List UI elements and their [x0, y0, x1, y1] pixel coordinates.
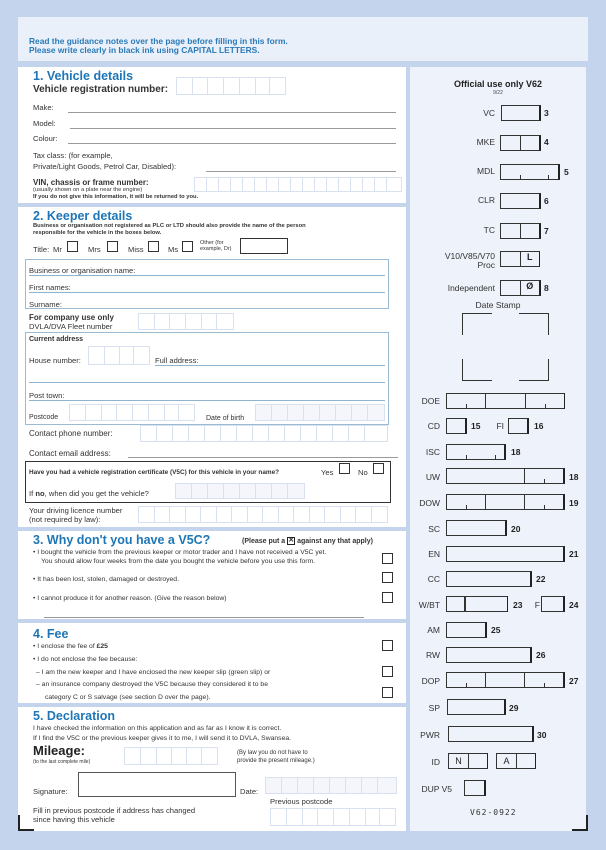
- mrs-label: Mrs: [88, 245, 101, 254]
- date-label: Date:: [240, 787, 259, 796]
- fee-enclosed-checkbox[interactable]: [382, 640, 393, 651]
- v5c-yes-checkbox[interactable]: [339, 463, 350, 474]
- dop-number: 27: [569, 676, 579, 686]
- guidance-line-2: Please write clearly in black ink using CAPITAL LETTERS.: [29, 45, 260, 55]
- date-stamp-label: Date Stamp: [475, 300, 521, 310]
- business-name-input[interactable]: [29, 275, 385, 276]
- fi-label: FI: [496, 421, 504, 431]
- date-stamp-area[interactable]: [462, 313, 549, 381]
- cd-number: 15: [471, 421, 481, 431]
- guidance-line-1: Read the guidance notes over the page before filling in this form.: [29, 36, 288, 46]
- pwr-label: PWR: [420, 730, 440, 740]
- mdl-field[interactable]: [500, 164, 560, 180]
- first-names-label: First names:: [29, 283, 71, 292]
- form-code: V62-0922: [470, 808, 517, 817]
- dup-v5-field[interactable]: [464, 780, 486, 796]
- date-of-birth-input[interactable]: [255, 404, 385, 421]
- previous-postcode-note: Fill in previous postcode if address has changed: [33, 806, 196, 815]
- uw-number: 18: [569, 472, 579, 482]
- colour-input[interactable]: [68, 143, 396, 144]
- miss-label: Miss: [128, 245, 144, 254]
- vin-note: (usually shown on a plate near the engine): [33, 187, 143, 193]
- dop-field[interactable]: [446, 672, 565, 688]
- business-label: Business or organisation name:: [29, 266, 136, 275]
- surname-label: Surname:: [29, 300, 62, 309]
- f-label: F: [534, 600, 540, 610]
- tc-number: 7: [544, 226, 549, 236]
- title-label: Title:: [33, 245, 50, 254]
- en-field[interactable]: [446, 546, 565, 562]
- en-number: 21: [569, 549, 579, 559]
- id-n-field[interactable]: N: [448, 753, 488, 769]
- vin-label: VIN, chassis or frame number:: [33, 178, 149, 187]
- independent-number: 8: [544, 283, 549, 293]
- vehicle-acquired-date-input[interactable]: [175, 483, 305, 499]
- insurance-salvage-checkbox[interactable]: [382, 687, 393, 698]
- contact-email-input[interactable]: [128, 457, 398, 458]
- section-title: 2. Keeper details: [33, 209, 133, 223]
- isc-label: ISC: [425, 447, 440, 457]
- section-title: 5. Declaration: [33, 709, 115, 723]
- keeper-note-2: responsible for the vehicle in the boxes below.: [33, 230, 162, 236]
- when-got-vehicle-label: If no, when did you get the vehicle?: [29, 489, 149, 498]
- clr-field[interactable]: [500, 193, 541, 209]
- official-use-title: Official use only V62: [453, 79, 543, 89]
- mr-label: Mr: [53, 245, 62, 254]
- fi-number: 16: [534, 421, 544, 431]
- doe-field[interactable]: [446, 393, 565, 409]
- mileage-input[interactable]: [124, 747, 218, 765]
- signature-label: Signature:: [33, 787, 68, 796]
- sc-number: 20: [511, 524, 521, 534]
- title-ms-checkbox[interactable]: [182, 241, 193, 252]
- fee-reason-2-note: category C or S salvage (see section D over the page).: [45, 694, 211, 701]
- ms-label: Ms: [168, 245, 179, 254]
- tax-class-input[interactable]: [206, 171, 396, 172]
- title-miss-checkbox[interactable]: [148, 241, 159, 252]
- sp-field[interactable]: [447, 699, 506, 715]
- full-address-label: Full address:: [155, 356, 199, 365]
- title-mr-checkbox[interactable]: [67, 241, 78, 252]
- proc-field[interactable]: L: [500, 251, 540, 267]
- sc-field[interactable]: [446, 520, 507, 536]
- section-keeper-details: [18, 207, 406, 527]
- tax-class-label: Tax class: (for example,: [33, 151, 113, 160]
- isc-field[interactable]: [446, 444, 506, 460]
- vc-number: 3: [544, 108, 549, 118]
- date-of-birth-label: Date of birth: [206, 415, 245, 422]
- house-number-input[interactable]: [88, 346, 150, 365]
- other-label-2: example, Dr): [200, 246, 232, 252]
- proc-label: V10/V85/V70: [444, 251, 495, 261]
- doe-label: DOE: [421, 396, 440, 406]
- wbt-label: W/BT: [418, 600, 440, 610]
- uw-label: UW: [425, 472, 440, 482]
- f-field[interactable]: [541, 596, 565, 612]
- vin-input[interactable]: [194, 177, 402, 192]
- post-town-label: Post town:: [29, 391, 65, 400]
- dup-v5-label: DUP V5: [421, 784, 452, 794]
- post-town-input[interactable]: [29, 400, 385, 401]
- title-mrs-checkbox[interactable]: [107, 241, 118, 252]
- no-label: No: [358, 468, 368, 477]
- reason-lost-checkbox[interactable]: [382, 572, 393, 583]
- cc-field[interactable]: [446, 571, 532, 587]
- fleet-number-label: DVLA/DVA Fleet number: [29, 322, 113, 331]
- crop-mark: [18, 815, 34, 831]
- previous-postcode-input[interactable]: [270, 808, 396, 826]
- section-title: 4. Fee: [33, 627, 69, 641]
- v5c-question: Have you had a vehicle registration certificate (V5C) for this vehicle in your name?: [29, 469, 280, 476]
- rw-label: RW: [425, 650, 440, 660]
- mke-number: 4: [544, 137, 549, 147]
- cross-icon: ✕: [288, 537, 295, 544]
- driving-licence-note: (not required by law):: [29, 515, 101, 524]
- contact-email-label: Contact email address:: [29, 449, 111, 458]
- full-address-input[interactable]: [155, 365, 385, 366]
- wbt-field[interactable]: [446, 596, 508, 612]
- form-version: 9/22: [493, 90, 503, 96]
- fleet-number-input[interactable]: [138, 313, 234, 330]
- green-slip-checkbox[interactable]: [382, 666, 393, 677]
- mke-label: MKE: [476, 137, 495, 147]
- vin-warning: If you do not give this information, it will be returned to you.: [33, 194, 199, 200]
- tc-label: TC: [483, 225, 495, 235]
- postcode-input[interactable]: [69, 404, 195, 421]
- cc-number: 22: [536, 574, 546, 584]
- declaration-date-input[interactable]: [265, 777, 397, 794]
- pwr-number: 30: [537, 730, 547, 740]
- driving-licence-input[interactable]: [138, 506, 388, 523]
- independent-field[interactable]: Ø: [500, 280, 541, 296]
- driving-licence-label: Your driving licence number: [29, 506, 123, 515]
- fi-field[interactable]: [508, 418, 529, 434]
- pwr-field[interactable]: [448, 726, 534, 742]
- cd-label: CD: [427, 421, 440, 431]
- keeper-note: Business or organisation not registered as PLC or LTD should also provide the name of the person: [33, 223, 306, 229]
- contact-phone-label: Contact phone number:: [29, 429, 113, 438]
- section-why-no-v5c: [18, 531, 406, 619]
- sp-number: 29: [509, 703, 519, 713]
- vc-label: VC: [483, 108, 495, 118]
- vc-field[interactable]: [501, 105, 541, 121]
- en-label: EN: [428, 549, 440, 559]
- dow-label: DOW: [419, 498, 440, 508]
- clr-label: CLR: [477, 195, 495, 205]
- contact-phone-input[interactable]: [140, 425, 388, 442]
- signature-input[interactable]: [78, 772, 236, 797]
- tc-field[interactable]: [500, 223, 541, 239]
- reg-label: Vehicle registration number:: [33, 84, 169, 95]
- model-label: Model:: [33, 119, 56, 128]
- yes-label: Yes: [321, 468, 334, 477]
- reason-bought-checkbox[interactable]: [382, 553, 393, 564]
- proc-label-2: Proc: [477, 260, 495, 270]
- official-use-panel: [410, 67, 586, 831]
- rw-number: 26: [536, 650, 546, 660]
- previous-postcode-label: Previous postcode: [270, 797, 333, 806]
- reason-1: • I bought the vehicle from the previous keeper or motor trader and I have not received a V5C yet.: [33, 549, 327, 556]
- reason-other-checkbox[interactable]: [382, 592, 393, 603]
- guidance-header: [18, 17, 588, 61]
- am-field[interactable]: [446, 622, 487, 638]
- v5c-no-checkbox[interactable]: [373, 463, 384, 474]
- mileage-note: (to the last complete mile): [33, 759, 91, 765]
- fee-not-enclosed: • I do not enclose the fee because:: [33, 656, 138, 663]
- dow-field[interactable]: [446, 494, 565, 510]
- id-label: ID: [431, 757, 440, 767]
- section-declaration: [18, 707, 406, 831]
- mdl-label: MDL: [477, 166, 495, 176]
- first-names-input[interactable]: [29, 292, 385, 293]
- isc-number: 18: [511, 447, 521, 457]
- company-use-label: For company use only: [29, 313, 114, 322]
- section-fee: [18, 623, 406, 703]
- reason-1-note: You should allow four weeks from the date you bought the vehicle before you use this form.: [41, 558, 316, 565]
- id-a-field[interactable]: A: [496, 753, 536, 769]
- mileage-label: Mileage:: [33, 743, 86, 758]
- make-label: Make:: [33, 103, 54, 112]
- wbt-number: 23: [513, 600, 523, 610]
- mke-field[interactable]: [500, 135, 541, 151]
- f-number: 24: [569, 600, 579, 610]
- dow-number: 19: [569, 498, 579, 508]
- make-input[interactable]: [68, 112, 396, 113]
- crop-mark: [572, 815, 588, 831]
- mdl-number: 5: [564, 167, 569, 177]
- section-vehicle-details: [18, 67, 406, 203]
- fee-reason-1: – I am the new keeper and I have enclosed the new keeper slip (green slip) or: [36, 669, 271, 676]
- declaration-text-2: If I find the V5C or the previous keeper gives it to me, I will send it to DVLA, Swansea.: [33, 735, 292, 742]
- model-input[interactable]: [70, 128, 396, 129]
- cc-label: CC: [427, 574, 440, 584]
- other-reason-input[interactable]: [44, 617, 364, 618]
- other-label: Other (for: [200, 240, 224, 246]
- current-address-title: Current address: [29, 336, 84, 343]
- previous-postcode-note-2: since having this vehicle: [33, 815, 115, 824]
- tax-class-label-2: Private/Light Goods, Petrol Car, Disabled):: [33, 162, 177, 171]
- house-number-label: House number:: [29, 356, 81, 365]
- cd-field[interactable]: [446, 418, 467, 434]
- independent-label: Independent: [447, 283, 495, 293]
- am-number: 25: [491, 625, 501, 635]
- title-other-input[interactable]: [240, 238, 288, 254]
- instruction: (Please put a ✕ against any that apply): [242, 537, 373, 545]
- section-title: 3. Why don't you have a V5C?: [33, 533, 211, 547]
- registration-number-input[interactable]: [176, 77, 286, 95]
- full-address-line-2[interactable]: [29, 382, 385, 383]
- uw-field[interactable]: [446, 468, 565, 484]
- colour-label: Colour:: [33, 134, 58, 143]
- sp-label: SP: [428, 703, 440, 713]
- clr-number: 6: [544, 196, 549, 206]
- reason-2: • It has been lost, stolen, damaged or destroyed.: [33, 576, 179, 583]
- fee-reason-2: – an insurance company destroyed the V5C because they considered it to be: [36, 681, 268, 688]
- section-title: 1. Vehicle details: [33, 69, 134, 83]
- fee-enclosed: • I enclose the fee of £25: [33, 643, 108, 650]
- mileage-law-note: (By law you do not have to: [237, 750, 308, 756]
- declaration-text-1: I have checked the information on this application and as far as I know it is correct.: [33, 725, 282, 732]
- rw-field[interactable]: [446, 647, 532, 663]
- mileage-law-note-2: provide the present mileage.): [237, 758, 315, 764]
- reason-3: • I cannot produce it for another reason. (Give the reason below): [33, 595, 227, 602]
- am-label: AM: [427, 625, 440, 635]
- postcode-label: Postcode: [29, 414, 59, 421]
- sc-label: SC: [428, 524, 440, 534]
- dop-label: DOP: [421, 676, 440, 686]
